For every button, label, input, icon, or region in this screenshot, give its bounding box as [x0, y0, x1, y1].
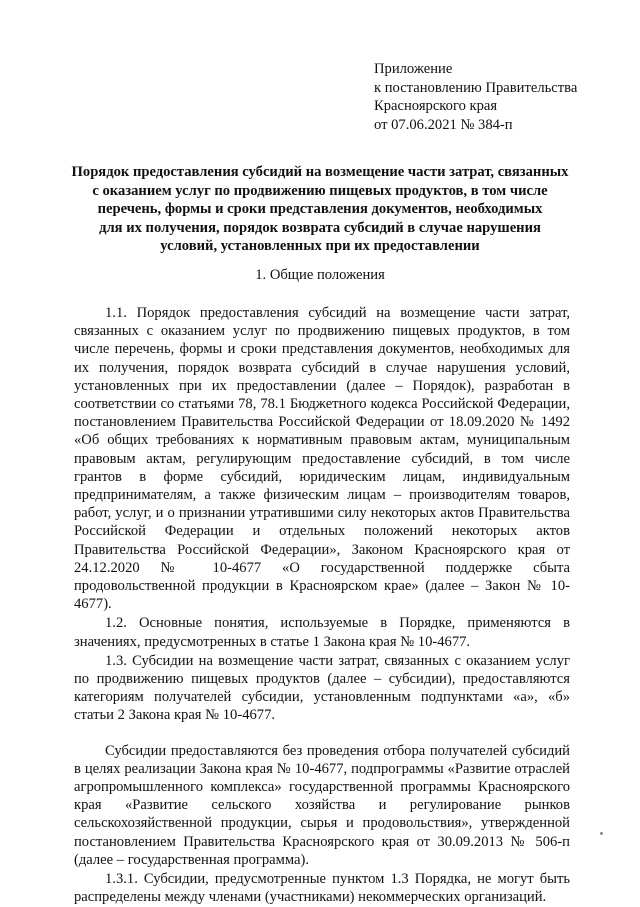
paragraph-subsidies-without-selection: Субсидии предоставляются без проведения отбора получателей субсидий в целях реализации Закона края № 10-4677, подпрограммы «Развитие отраслей агропромышленного комплекса» государственной программы Красноярского края «Развитие сельского хозяйства и регулирование рынков сельскохозяйственной продукции, сырья и продовольствия», утвержденной постановлением Правительства Красноярского края от 30.09.2013 № 506-п (далее – государственная программа).	[74, 742, 570, 868]
title-line: условий, установленных при их предоставлении	[160, 238, 480, 254]
title-line: с оказанием услуг по продвижению пищевых продуктов, в том числе	[92, 182, 548, 199]
appendix-line: к постановлению Правительства	[374, 79, 578, 96]
paragraph-1-3: 1.3. Субсидии на возмещение части затрат, связанных с оказанием услуг по продвижению пищевых продуктов (далее – субсидии), предоставляются категориям получателей субсидии, установленным подпунктами «а», «б» статьи 2 Закона края № 10-4677.	[74, 652, 570, 724]
paragraph-1-1: 1.1. Порядок предоставления субсидий на возмещение части затрат, связанных с оказанием услуг по продвижению пищевых продуктов, в том числе перечень, формы и сроки представления документов, необходимых для их получения, порядок возврата субсидий в случае нарушения условий, установленных при их предоставлении (далее – Порядок), разработан в соответствии со статьями 78, 78.1 Бюджетного кодекса Российской Федерации, постановлением Правительства Российской Федерации от 18.09.2020 № 1492 «Об общих требованиях к нормативным правовым актам, муниципальным правовым актам, регулирующим предоставление субсидий, в том числе грантов в форме субсидий, юридическим лицам, индивидуальным предпринимателям, а также физическим лицам – производителям товаров, работ, услуг, и о признании утратившими силу некоторых актов Правительства Российской Федерации и отдельных положений некоторых актов Правительства Российской Федерации», Законом Красноярского края от 24.12.2020 № 10-4677 «О государственной поддержке сбыта продовольственной продукции в Красноярском крае» (далее – Закон № 10-4677).	[74, 305, 570, 613]
title-line: перечень, формы и сроки представления документов, необходимых	[97, 201, 543, 217]
title-line: Порядок предоставления субсидий на возмещение части затрат, связанных	[71, 164, 569, 180]
paragraph-1-3-1: 1.3.1. Субсидии, предусмотренные пунктом 1.3 Порядка, не могут быть распределены между членами (участниками) некоммерческих организаций.	[74, 871, 570, 906]
appendix-block	[374, 60, 577, 134]
section-heading: 1. Общие положения	[255, 267, 385, 283]
appendix-line: Красноярского края	[374, 98, 498, 114]
paragraph-1-2: 1.2. Основные понятия, используемые в Порядке, применяются в значениях, предусмотренных в статье 1 Закона края № 10-4677.	[74, 615, 570, 650]
scan-speck	[600, 832, 603, 835]
document-title	[60, 163, 580, 256]
appendix-line: от 07.06.2021 № 384-п	[374, 116, 513, 133]
appendix-line: Приложение	[374, 61, 453, 77]
title-line: для их получения, порядок возврата субсидий в случае нарушения	[99, 219, 541, 236]
body-text	[74, 304, 570, 907]
